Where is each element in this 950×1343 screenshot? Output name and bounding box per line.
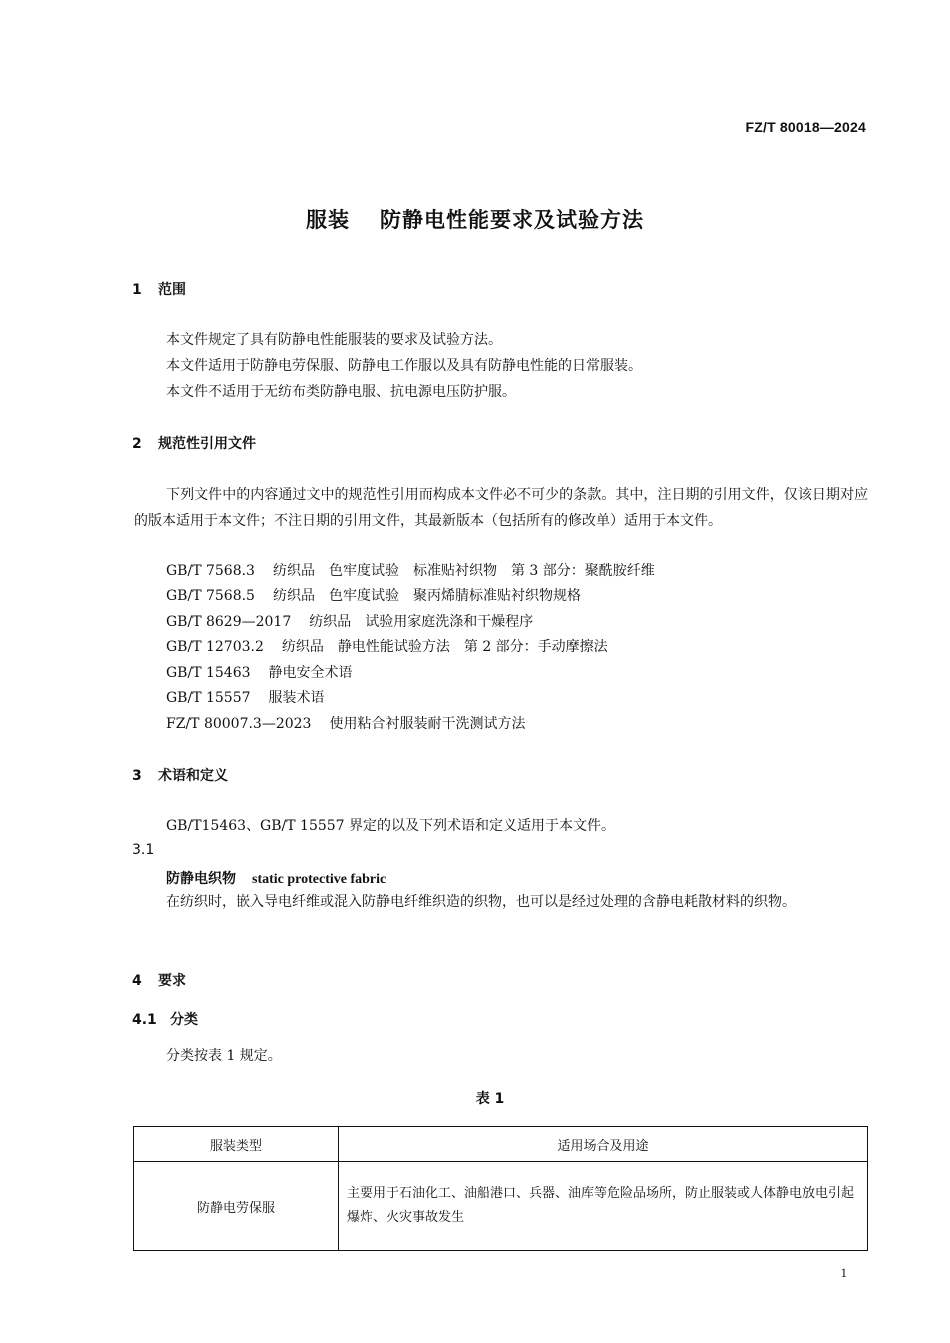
- term-definition: 在纺织时，嵌入导电纤维或混入防静电纤维织造的织物，也可以是经过处理的含静电耗散材料的织物。: [166, 894, 796, 910]
- table-row: [134, 1162, 868, 1251]
- reference-item: GB/T 8629—2017 纺织品 试验用家庭洗涤和干燥程序: [166, 614, 534, 630]
- reference-item: GB/T 7568.5 纺织品 色牢度试验 聚丙烯腈标准贴衬织物规格: [166, 588, 581, 604]
- scope-paragraph-3: 本文件不适用于无纺布类防静电服、抗电源电压防护服。: [166, 384, 516, 400]
- table-cell-type: 防静电劳保服: [134, 1162, 339, 1251]
- section-heading-normative-refs: 2 规范性引用文件: [132, 436, 256, 452]
- reference-item: GB/T 7568.3 纺织品 色牢度试验 标准贴衬织物 第 3 部分：聚酰胺纤维: [166, 563, 655, 579]
- terms-intro: GB/T15463、GB/T 15557 界定的以及下列术语和定义适用于本文件。: [166, 818, 616, 834]
- reference-item: GB/T 15557 服装术语: [166, 690, 325, 706]
- title-part-2: 防静电性能要求及试验方法: [380, 208, 644, 232]
- section-heading-terms: 3 术语和定义: [132, 768, 228, 784]
- reference-item: GB/T 12703.2 纺织品 静电性能试验方法 第 2 部分：手动摩擦法: [166, 639, 608, 655]
- classification-text: 分类按表 1 规定。: [166, 1048, 282, 1064]
- term-title: 防静电织物 static protective fabric: [166, 871, 387, 887]
- section-heading-requirements: 4 要求: [132, 973, 186, 989]
- page-number: 1: [840, 1265, 847, 1280]
- classification-table: [133, 1126, 868, 1251]
- scope-paragraph-1: 本文件规定了具有防静电性能服装的要求及试验方法。: [166, 332, 502, 348]
- reference-item: FZ/T 80007.3—2023 使用粘合衬服装耐干洗测试方法: [166, 716, 526, 732]
- reference-item: GB/T 15463 静电安全术语: [166, 665, 353, 681]
- document-title: [0, 204, 950, 234]
- subsection-heading-classification: 4.1 分类: [132, 1012, 198, 1028]
- term-entry-number: 3.1: [132, 842, 155, 858]
- table-header-row: [134, 1127, 868, 1162]
- column-header: 服装类型: [134, 1127, 339, 1162]
- scope-paragraph-2: 本文件适用于防静电劳保服、防静电工作服以及具有防静电性能的日常服装。: [166, 358, 642, 374]
- standard-code: FZ/T 80018—2024: [745, 119, 866, 135]
- normative-refs-intro: 下列文件中的内容通过文中的规范性引用而构成本文件必不可少的条款。其中，注日期的引用文件，仅该日期对应的版本适用于本文件；不注日期的引用文件，其最新版本（包括所有的修改单）适用于本文件。: [134, 487, 868, 529]
- table-caption: 表 1: [475, 1091, 505, 1107]
- title-part-1: 服装: [306, 208, 350, 232]
- table-cell-usage: 主要用于石油化工、油船港口、兵器、油库等危险品场所，防止服装或人体静电放电引起爆炸、火灾事故发生: [339, 1162, 868, 1251]
- column-header: 适用场合及用途: [339, 1127, 868, 1162]
- section-heading-scope: 1 范围: [132, 282, 186, 298]
